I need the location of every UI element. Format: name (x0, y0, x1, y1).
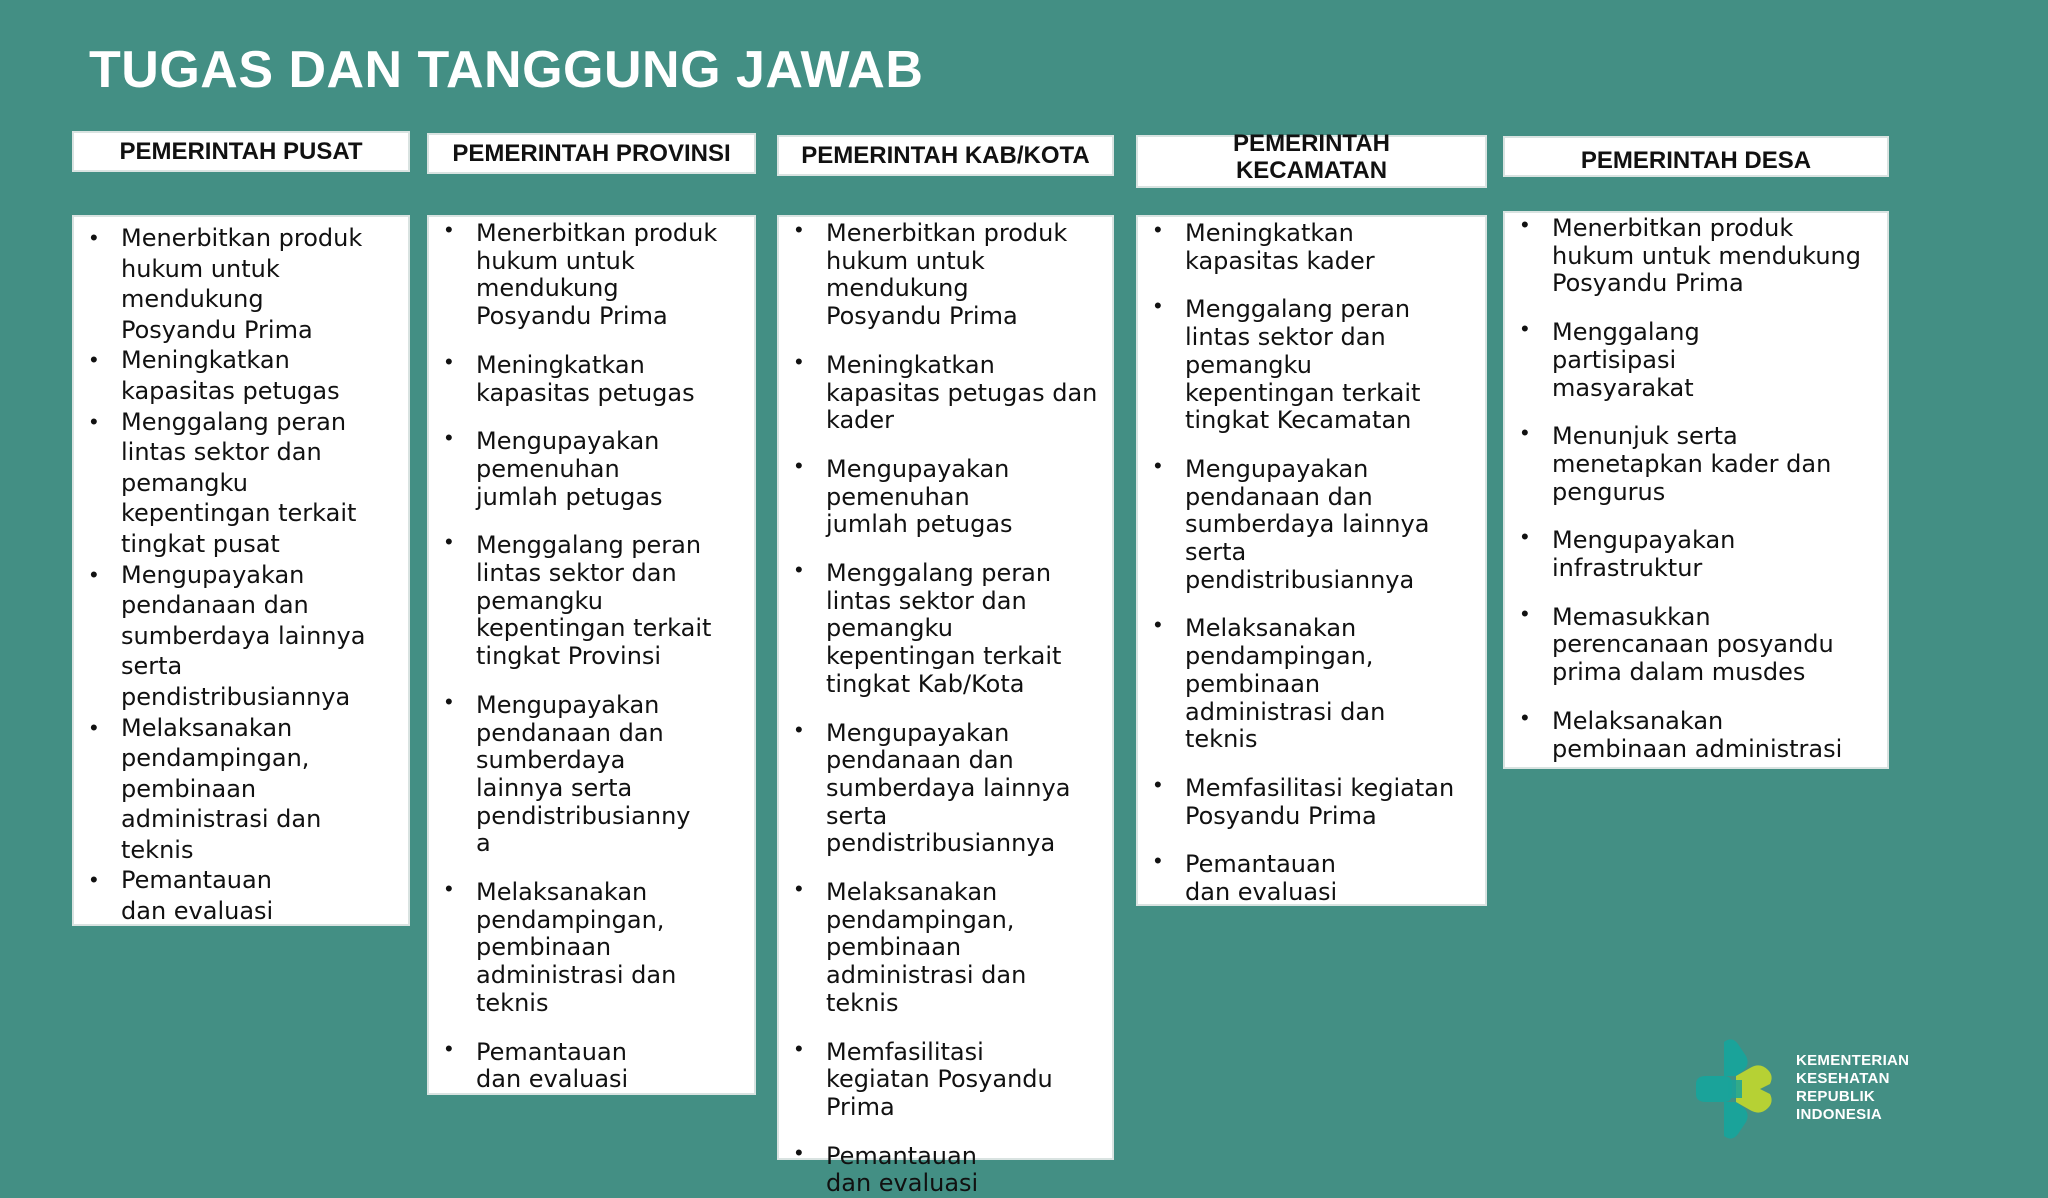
list-item: • Pemantauan dan evaluasi (1146, 851, 1477, 906)
logo-line: KEMENTERIAN (1796, 1052, 1910, 1069)
list-item: • Meningkatkan kapasitas petugas (437, 352, 746, 407)
list-item: • Melaksanakan pendampingan, pembinaan administrasi dan teknis (1146, 615, 1477, 754)
list-item: • Menerbitkan produk hukum untuk mendukung Posyandu Prima (82, 223, 400, 345)
list-item: • Mengupayakan pemenuhan jumlah petugas (787, 456, 1104, 539)
list-item: • Pemantauan dan evaluasi (437, 1039, 746, 1094)
list-item: • Menggalang partisipasi masyarakat (1513, 319, 1879, 402)
list-item: • Mengupayakan pendanaan dan sumberdaya lainnya serta pendistribusiannya (787, 720, 1104, 859)
column-header-kabkota: PEMERINTAH KAB/KOTA (777, 135, 1114, 176)
list-item: • Menunjuk serta menetapkan kader dan pengurus (1513, 423, 1879, 506)
list-item: • Mengupayakan infrastruktur (1513, 527, 1879, 582)
list-item: • Mengupayakan pendanaan dan sumberdaya lainnya serta pendistribusiannya (82, 560, 400, 713)
list-item: • Menggalang peran lintas sektor dan pemangku kepentingan terkait tingkat Kecamatan (1146, 296, 1477, 435)
list-item: • Menerbitkan produk hukum untuk mendukung Posyandu Prima (437, 220, 746, 331)
list-item: • Meningkatkan kapasitas petugas dan kader (787, 352, 1104, 435)
column-header-desa: PEMERINTAH DESA (1503, 136, 1889, 177)
list-item: • Mengupayakan pemenuhan jumlah petugas (437, 428, 746, 511)
duty-list-desa (1513, 215, 1879, 763)
list-item: • Memasukkan perencanaan posyandu prima dalam musdes (1513, 604, 1879, 687)
column-panel-provinsi (427, 215, 756, 1095)
list-item: • Menggalang peran lintas sektor dan pemangku kepentingan terkait tingkat pusat (82, 407, 400, 560)
list-item: • Menggalang peran lintas sektor dan pemangku kepentingan terkait tingkat Provinsi (437, 532, 746, 671)
kemenkes-logo-icon (1688, 1036, 1788, 1142)
list-item: • Melaksanakan pendampingan, pembinaan administrasi dan teknis (787, 879, 1104, 1018)
list-item: • Menggalang peran lintas sektor dan pemangku kepentingan terkait tingkat Kab/Kota (787, 560, 1104, 699)
column-header-pusat: PEMERINTAH PUSAT (72, 131, 410, 172)
duty-list-provinsi (437, 220, 746, 1094)
list-item: • Melaksanakan pendampingan, pembinaan administrasi dan teknis (437, 879, 746, 1018)
logo-wordmark (1796, 1052, 1909, 1124)
logo-line: REPUBLIK (1796, 1088, 1876, 1105)
duty-list-kecamatan (1146, 220, 1477, 907)
page-title: TUGAS DAN TANGGUNG JAWAB (89, 41, 924, 99)
list-item: • Melaksanakan pendampingan, pembinaan administrasi dan teknis (82, 713, 400, 866)
column-panel-kecamatan (1136, 215, 1487, 906)
list-item: • Meningkatkan kapasitas petugas (82, 345, 400, 406)
column-panel-kabkota (777, 215, 1114, 1198)
list-item: • Memfasilitasi kegiatan Posyandu Prima (787, 1039, 1104, 1122)
list-item: • Meningkatkan kapasitas kader (1146, 220, 1477, 275)
column-panel-desa (1503, 211, 1889, 769)
duty-list-pusat (82, 223, 400, 927)
column-header-provinsi: PEMERINTAH PROVINSI (427, 133, 756, 174)
column-header-kecamatan: PEMERINTAH KECAMATAN (1136, 135, 1487, 188)
list-item: • Mengupayakan pendanaan dan sumberdaya lainnya serta pendistribusianny a (437, 692, 746, 858)
list-item: • Mengupayakan pendanaan dan sumberdaya lainnya serta pendistribusiannya (1146, 456, 1477, 595)
list-item: • Pemantauan dan evaluasi (82, 865, 400, 926)
duty-list-kabkota (787, 220, 1104, 1198)
logo-line: INDONESIA (1796, 1106, 1883, 1123)
list-item: • Menerbitkan produk hukum untuk mendukung Posyandu Prima (787, 220, 1104, 331)
list-item: • Menerbitkan produk hukum untuk mendukung Posyandu Prima (1513, 215, 1879, 298)
list-item: • Pemantauan dan evaluasi (787, 1143, 1104, 1198)
column-panel-pusat (72, 215, 410, 926)
list-item: • Melaksanakan pembinaan administrasi (1513, 708, 1879, 763)
logo-line: KESEHATAN (1796, 1070, 1890, 1087)
list-item: • Memfasilitasi kegiatan Posyandu Prima (1146, 775, 1477, 830)
